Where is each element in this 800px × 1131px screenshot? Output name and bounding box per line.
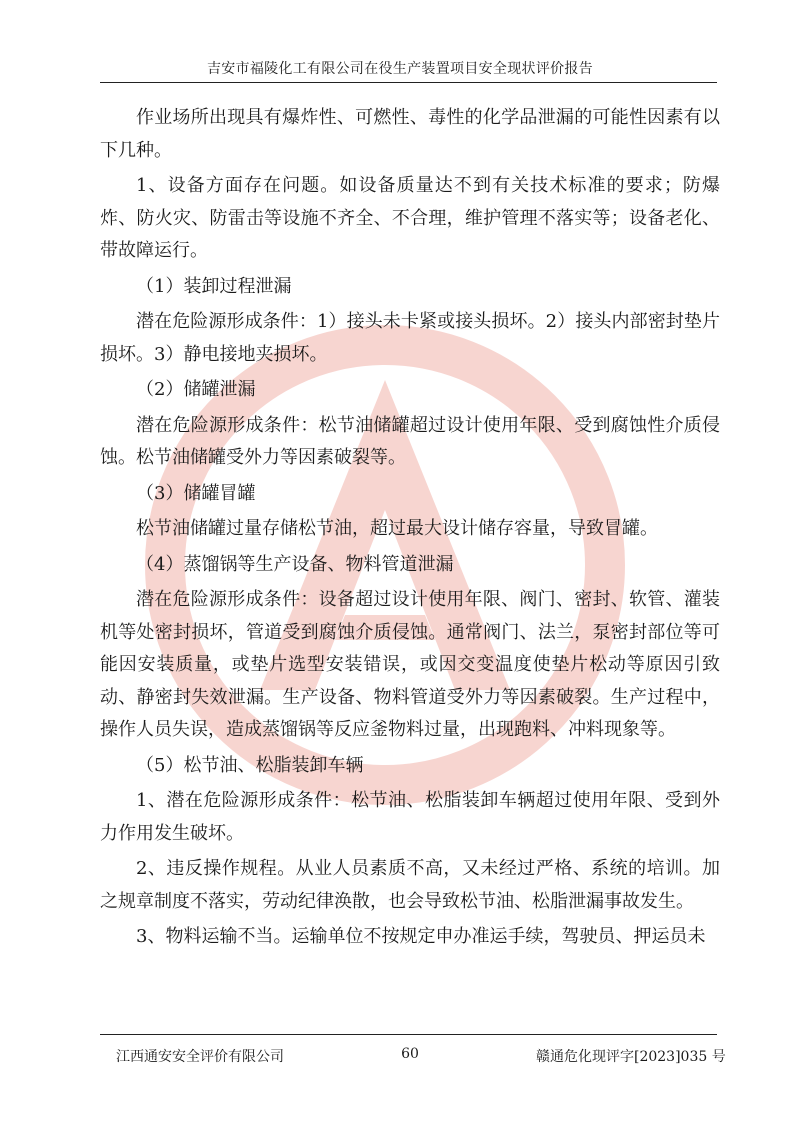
footer-rule (100, 1034, 717, 1035)
paragraph: 松节油储罐过量存储松节油，超过最大设计储存容量，导致冒罐。 (136, 518, 658, 539)
paragraph: 潜在危险源形成条件：松节油储罐超过设计使用年限、受到腐蚀性介质侵蚀。松节油储罐受外力等因素破裂等。 (100, 414, 720, 468)
document-body (100, 102, 720, 957)
page-number: 60 (401, 1046, 419, 1062)
footer-doc-number: 赣通危化现评字[2023]035 号 (536, 1049, 726, 1065)
paragraph: 3、物料运输不当。运输单位不按规定申办准运手续，驾驶员、押运员未 (136, 926, 706, 947)
paragraph: 1、潜在危险源形成条件：松节油、松脂装卸车辆超过使用年限、受到外力作用发生破坏。 (100, 790, 720, 844)
subheading: （3）储罐冒罐 (136, 482, 256, 504)
subheading: （4）蒸馏锅等生产设备、物料管道泄漏 (136, 553, 454, 575)
subheading: （2）储罐泄漏 (136, 379, 256, 400)
paragraph: 2、违反操作规程。从业人员素质不高，又未经过严格、系统的培训。加之规章制度不落实，劳动纪律涣散，也会导致松节油、松脂泄漏事故发生。 (100, 858, 720, 912)
header-rule (100, 82, 717, 83)
footer-company: 江西通安安全评价有限公司 (116, 1049, 284, 1065)
subheading: （1）装卸过程泄漏 (136, 275, 292, 297)
paragraph: 作业场所出现具有爆炸性、可燃性、毒性的化学品泄漏的可能性因素有以下几种。 (100, 107, 720, 161)
page-header: 吉安市福陵化工有限公司在役生产装置项目安全现状评价报告 (206, 61, 594, 77)
paragraph: 潜在危险源形成条件：设备超过设计使用年限、阀门、密封、软管、灌装机等处密封损坏，管道受到腐蚀介质侵蚀。通常阀门、法兰，泵密封部位等可能因安装质量，或垫片选型安装错误，或因交变温度使垫片松动等原因引致动、静密封失效泄漏。生产设备、物料管道受外力等因素破裂。生产过程中，操作人员失误，造成蒸馏锅等反应釜物料过量，出现跑料、冲料现象等。 (100, 589, 720, 740)
subheading: （5）松节油、松脂装卸车辆 (136, 754, 364, 776)
paragraph: 潜在危险源形成条件：1）接头未卡紧或接头损坏。2）接头内部密封垫片损坏。3）静电接地夹损坏。 (100, 311, 720, 365)
paragraph: 1、设备方面存在问题。如设备质量达不到有关技术标准的要求；防爆炸、防火灾、防雷击等设施不齐全、不合理，维护管理不落实等；设备老化、带故障运行。 (100, 175, 720, 261)
